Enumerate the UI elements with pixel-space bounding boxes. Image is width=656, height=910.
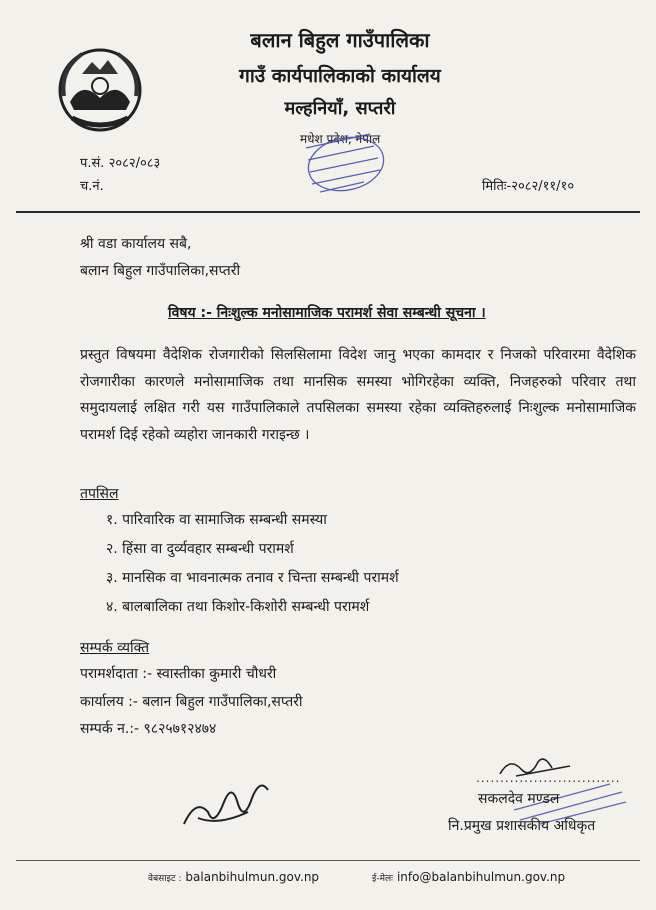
footer-divider xyxy=(16,860,640,861)
body-paragraph: प्रस्तुत विषयमा वैदेशिक रोजगारीको सिलसिलामा विदेश जानु भएका कामदार र निजको परिवारमा वैदेशिक रोजगारीका कारणले मनोसामाजिक तथा मानसिक समस्या भोगिरहेका व्यक्ति, निजहरुको परिवार तथा समुदायलाई लक्षित गरी यस गाउँपालिकाले तपसिलका समस्या रहेका व्यक्तिहरुलाई निःशुल्क मनोसामाजिक परामर्श दिई रहेको व्यहोरा जानकारी गराइन्छ । xyxy=(80,347,636,443)
nepal-government-emblem-icon xyxy=(52,40,148,136)
contact-heading: सम्पर्क व्यक्ति xyxy=(80,640,150,656)
handwritten-signature-icon xyxy=(178,768,278,838)
list-item: २. हिंसा वा दुर्व्यवहार सम्बन्धी परामर्श xyxy=(106,541,294,557)
footer-website xyxy=(148,870,319,884)
email-link[interactable]: info@balanbihulmun.gov.np xyxy=(396,870,566,884)
list-item: १. पारिवारिक वा सामाजिक सम्बन्धी समस्या xyxy=(106,512,327,528)
counselor-name: परामर्शदाता :- स्वास्तीका कुमारी चौधरी xyxy=(80,666,277,682)
contact-phone: सम्पर्क न.:- ९८२५७१२४७४ xyxy=(80,721,217,737)
office-location: मल्हनियाँ, सप्तरी xyxy=(284,98,396,119)
office-stamp-icon xyxy=(300,126,392,198)
list-item: ४. बालबालिका तथा किशोर-किशोरी सम्बन्धी परामर्श xyxy=(106,599,370,615)
header-divider xyxy=(16,211,640,213)
municipality-name: बलान बिहुल गाउँपालिका xyxy=(250,28,430,52)
addressee-line-2: बलान बिहुल गाउँपालिका,सप्तरी xyxy=(80,263,241,279)
signatory-title: नि.प्रमुख प्रशासकीय अधिकृत xyxy=(448,818,596,834)
subject-line: विषय :- निःशुल्क मनोसामाजिक परामर्श सेवा सम्बन्धी सूचना । xyxy=(168,305,486,321)
signatory-name: सकलदेव मण्डल xyxy=(478,791,560,807)
dispatch-number: च.नं. xyxy=(80,179,104,194)
signature-line: .............................. xyxy=(476,771,621,785)
list-item: ३. मानसिक वा भावनात्मक तनाव र चिन्ता सम्बन्धी परामर्श xyxy=(106,570,399,586)
contact-office: कार्यालय :- बलान बिहुल गाउँपालिका,सप्तरी xyxy=(80,694,303,710)
details-list xyxy=(106,510,399,626)
reference-number: प.सं. २०८२/०८३ xyxy=(80,156,161,171)
province-country: मधेश प्रदेश, नेपाल xyxy=(300,132,381,146)
footer-email xyxy=(372,870,565,884)
email-label: ई-मेलः xyxy=(372,874,393,884)
letter-date: मितिः-२०८२/११/१० xyxy=(482,179,575,194)
addressee-line-1: श्री वडा कार्यालय सबै, xyxy=(80,236,192,252)
details-heading: तपसिल xyxy=(80,486,119,502)
website-link[interactable]: balanbihulmun.gov.np xyxy=(185,870,320,884)
office-name: गाउँ कार्यपालिकाको कार्यालय xyxy=(239,65,441,87)
website-label: वेबसाइट : xyxy=(148,874,182,884)
